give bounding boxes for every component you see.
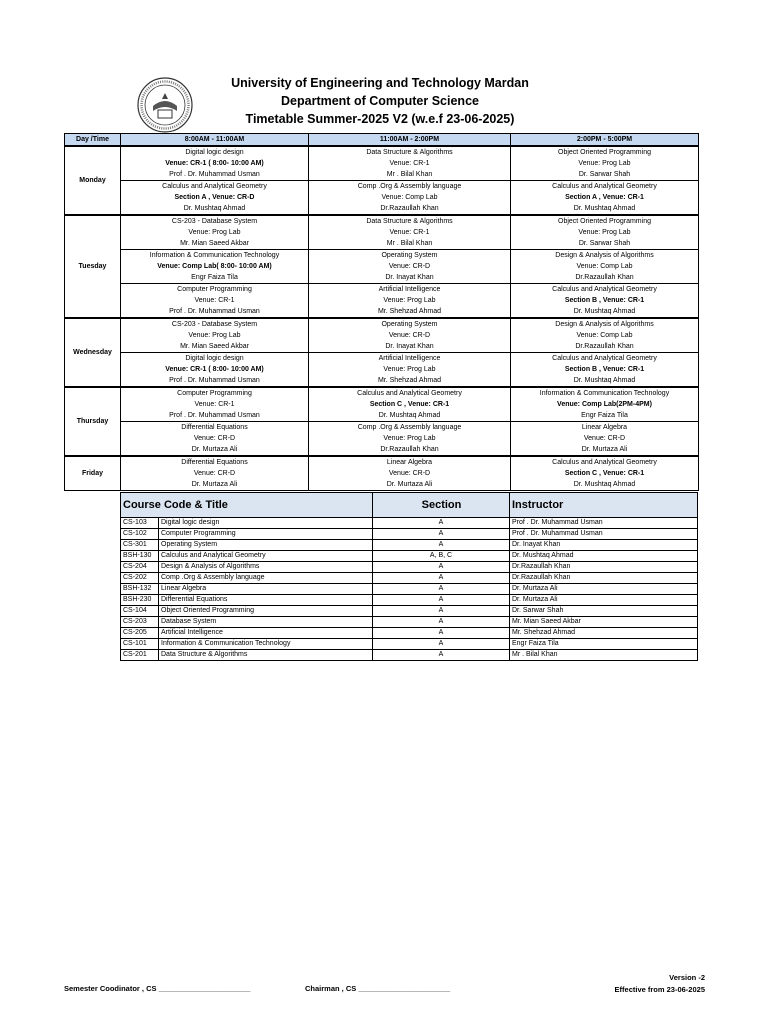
venue: Section A , Venue: CR-D <box>174 194 255 201</box>
header-slot-3: 2:00PM - 5:00PM <box>511 134 699 147</box>
course-row <box>121 584 698 595</box>
class-slot <box>511 215 699 250</box>
course-name: Data Structure & Algorithms <box>366 149 453 156</box>
class-slot <box>511 387 699 422</box>
venue: Venue: CR-1 ( 8:00- 10:00 AM) <box>165 366 264 373</box>
instructor-name: Prof . Dr. Muhammad Usman <box>169 377 260 384</box>
version-label: Version -2 <box>669 973 705 982</box>
course-title: Comp .Org & Assembly language <box>159 573 373 584</box>
course-name: Calculus and Analytical Geometry <box>357 390 462 397</box>
course-name: Digital logic design <box>185 355 244 362</box>
class-slot <box>121 146 309 181</box>
venue: Section C , Venue: CR-1 <box>564 470 645 477</box>
venue: Venue: CR-1 <box>389 229 430 236</box>
coordinator-signature: Semester Coodinator , CS ______________________ <box>64 984 251 993</box>
instructor-name: Dr.Razaullah Khan <box>575 343 634 350</box>
timetable-row <box>65 146 699 181</box>
course-instructor: Dr. Sarwar Shah <box>510 606 698 617</box>
course-name: Comp .Org & Assembly language <box>357 424 462 431</box>
instructor-name: Mr. Shehzad Ahmad <box>377 308 442 315</box>
class-slot <box>309 456 511 491</box>
course-section: A <box>373 617 510 628</box>
instructor-name: Dr.Razaullah Khan <box>380 446 439 453</box>
course-name: Differential Equations <box>181 424 248 431</box>
class-slot <box>121 181 309 216</box>
class-slot <box>511 146 699 181</box>
course-name: Design & Analysis of Algorithms <box>555 321 654 328</box>
timetable-row <box>65 284 699 319</box>
course-section: A <box>373 639 510 650</box>
class-slot <box>121 422 309 457</box>
course-code: BSH-132 <box>121 584 159 595</box>
instructor-name: Dr. Mushtaq Ahmad <box>378 412 441 419</box>
instructor-name: Dr. Mushtaq Ahmad <box>183 205 246 212</box>
day-group-wednesday <box>65 318 699 387</box>
day-label: Friday <box>65 456 121 491</box>
course-name: Calculus and Analytical Geometry <box>162 183 267 190</box>
course-code: CS-301 <box>121 540 159 551</box>
timetable-row <box>65 456 699 491</box>
course-code: CS-104 <box>121 606 159 617</box>
course-section: A <box>373 584 510 595</box>
instructor-name: Dr.Razaullah Khan <box>380 205 439 212</box>
course-instructor: Mr. Shehzad Ahmad <box>510 628 698 639</box>
course-name: Calculus and Analytical Geometry <box>552 459 657 466</box>
course-row <box>121 551 698 562</box>
course-title: Calculus and Analytical Geometry <box>159 551 373 562</box>
venue: Venue: CR-D <box>388 332 431 339</box>
instructor-name: Engr Faiza Tila <box>191 274 238 281</box>
course-name: Information & Communication Technology <box>149 252 280 259</box>
course-section: A <box>373 529 510 540</box>
class-slot <box>121 456 309 491</box>
day-label: Tuesday <box>65 215 121 318</box>
course-code: CS-103 <box>121 518 159 529</box>
course-code: CS-101 <box>121 639 159 650</box>
course-name: Linear Algebra <box>581 424 628 431</box>
university-name: University of Engineering and Technology Mardan <box>231 76 529 90</box>
class-slot <box>511 181 699 216</box>
course-instructor: Dr.Razaullah Khan <box>510 573 698 584</box>
day-label: Wednesday <box>65 318 121 387</box>
instructor-name: Dr. Mushtaq Ahmad <box>573 205 636 212</box>
instructor-name: Mr. Mian Saeed Akbar <box>180 343 249 350</box>
venue: Venue: Prog Lab <box>383 297 436 304</box>
course-name: Object Oriented Programming <box>558 149 651 156</box>
course-instructor: Mr . Bilal Khan <box>510 650 698 661</box>
venue: Venue: CR-1 <box>194 401 235 408</box>
class-slot <box>121 250 309 284</box>
instructor-name: Dr. Mushtaq Ahmad <box>573 481 636 488</box>
instructor-name: Dr. Mushtaq Ahmad <box>573 377 636 384</box>
course-row <box>121 628 698 639</box>
course-title: Artificial Intelligence <box>159 628 373 639</box>
class-slot <box>309 215 511 250</box>
course-code: CS-102 <box>121 529 159 540</box>
course-name: Artificial Intelligence <box>378 355 441 362</box>
header-slot-2: 11:00AM - 2:00PM <box>309 134 511 147</box>
course-name: Linear Algebra <box>386 459 433 466</box>
day-group-friday <box>65 456 699 491</box>
venue: Section C , Venue: CR-1 <box>369 401 450 408</box>
course-instructor: Dr.Razaullah Khan <box>510 562 698 573</box>
course-name: Operating System <box>381 321 438 328</box>
class-slot <box>309 387 511 422</box>
instructor-name: Dr. Murtaza Ali <box>581 446 628 453</box>
department-name: Department of Computer Science <box>281 94 479 108</box>
course-instructor: Mr. Mian Saeed Akbar <box>510 617 698 628</box>
venue: Venue: Comp Lab <box>576 332 633 339</box>
class-slot <box>121 284 309 319</box>
class-slot <box>511 318 699 353</box>
instructor-name: Dr. Sarwar Shah <box>578 171 631 178</box>
course-name: Digital logic design <box>185 149 244 156</box>
class-slot <box>121 387 309 422</box>
course-code: CS-205 <box>121 628 159 639</box>
course-name: Calculus and Analytical Geometry <box>552 286 657 293</box>
instructor-name: Dr.Razaullah Khan <box>575 274 634 281</box>
course-name: Comp .Org & Assembly language <box>357 183 462 190</box>
course-name: Calculus and Analytical Geometry <box>552 183 657 190</box>
timetable-row <box>65 422 699 457</box>
instructor-name: Dr. Murtaza Ali <box>386 481 433 488</box>
course-table <box>120 492 698 661</box>
class-slot <box>511 422 699 457</box>
course-row <box>121 529 698 540</box>
course-row <box>121 606 698 617</box>
venue: Venue: CR-1 ( 8:00- 10:00 AM) <box>165 160 264 167</box>
course-row <box>121 639 698 650</box>
venue: Venue: Prog Lab <box>383 435 436 442</box>
course-section: A <box>373 595 510 606</box>
course-instructor: Prof . Dr. Muhammad Usman <box>510 529 698 540</box>
course-instructor: Dr. Murtaza Ali <box>510 595 698 606</box>
timetable-row <box>65 250 699 284</box>
timetable-row <box>65 215 699 250</box>
course-title: Information & Communication Technology <box>159 639 373 650</box>
course-section: A <box>373 573 510 584</box>
course-code: CS-203 <box>121 617 159 628</box>
class-slot <box>309 353 511 388</box>
course-name: Computer Programming <box>177 390 252 397</box>
chairman-signature: Chairman , CS ______________________ <box>305 984 451 993</box>
course-title: Object Oriented Programming <box>159 606 373 617</box>
venue: Venue: Prog Lab <box>578 160 631 167</box>
header-slot-1: 8:00AM - 11:00AM <box>121 134 309 147</box>
course-title: Differential Equations <box>159 595 373 606</box>
course-section: A <box>373 562 510 573</box>
course-section: A <box>373 606 510 617</box>
course-instructor: Prof . Dr. Muhammad Usman <box>510 518 698 529</box>
course-name: Artificial Intelligence <box>378 286 441 293</box>
timetable-row <box>65 318 699 353</box>
class-slot <box>511 250 699 284</box>
day-label: Thursday <box>65 387 121 456</box>
venue: Venue: CR-D <box>193 470 236 477</box>
course-row <box>121 573 698 584</box>
venue: Venue: Comp Lab(2PM-4PM) <box>557 401 652 408</box>
class-slot <box>121 215 309 250</box>
instructor-header: Instructor <box>510 493 698 518</box>
venue: Venue: CR-1 <box>194 297 235 304</box>
timetable-row <box>65 181 699 216</box>
course-title: Data Structure & Algorithms <box>159 650 373 661</box>
instructor-name: Mr. Mian Saeed Akbar <box>180 240 249 247</box>
instructor-name: Prof . Dr. Muhammad Usman <box>169 308 260 315</box>
instructor-name: Engr Faiza Tila <box>581 412 628 419</box>
course-row <box>121 650 698 661</box>
venue: Venue: Comp Lab <box>381 194 438 201</box>
venue: Section B , Venue: CR-1 <box>564 297 645 304</box>
course-row <box>121 562 698 573</box>
class-slot <box>511 353 699 388</box>
course-section: A, B, C <box>373 551 510 562</box>
class-slot <box>121 318 309 353</box>
course-code: CS-202 <box>121 573 159 584</box>
course-name: Calculus and Analytical Geometry <box>552 355 657 362</box>
instructor-name: Dr. Mushtaq Ahmad <box>573 308 636 315</box>
course-title: Digital logic design <box>159 518 373 529</box>
course-name: Object Oriented Programming <box>558 218 651 225</box>
class-slot <box>309 146 511 181</box>
venue: Venue: CR-D <box>388 470 431 477</box>
instructor-name: Mr . Bilal Khan <box>386 240 433 247</box>
instructor-name: Mr . Bilal Khan <box>386 171 433 178</box>
class-slot <box>309 250 511 284</box>
course-code: BSH-230 <box>121 595 159 606</box>
day-label: Monday <box>65 146 121 215</box>
timetable <box>64 133 699 491</box>
day-group-thursday <box>65 387 699 456</box>
course-instructor: Engr Faiza Tila <box>510 639 698 650</box>
timetable-title: Timetable Summer-2025 V2 (w.e.f 23-06-2025) <box>245 112 515 126</box>
day-group-monday <box>65 146 699 215</box>
course-name: Information & Communication Technology <box>539 390 670 397</box>
course-name: Computer Programming <box>177 286 252 293</box>
course-code: CS-204 <box>121 562 159 573</box>
class-slot <box>511 456 699 491</box>
day-group-tuesday <box>65 215 699 318</box>
instructor-name: Dr. Murtaza Ali <box>191 446 238 453</box>
header-day-time: Day /Time <box>65 134 121 147</box>
course-section: A <box>373 650 510 661</box>
class-slot <box>309 181 511 216</box>
venue: Venue: Comp Lab <box>576 263 633 270</box>
timetable-row <box>65 353 699 388</box>
venue: Venue: Prog Lab <box>383 366 436 373</box>
course-name: Operating System <box>381 252 438 259</box>
course-title: Operating System <box>159 540 373 551</box>
university-logo <box>136 76 194 134</box>
venue: Section B , Venue: CR-1 <box>564 366 645 373</box>
course-title: Database System <box>159 617 373 628</box>
instructor-name: Prof . Dr. Muhammad Usman <box>169 412 260 419</box>
course-row <box>121 540 698 551</box>
venue: Venue: Prog Lab <box>578 229 631 236</box>
venue: Section A , Venue: CR-1 <box>565 194 644 201</box>
venue: Venue: CR-D <box>388 263 431 270</box>
timetable-header-row <box>65 134 699 147</box>
instructor-name: Mr. Shehzad Ahmad <box>377 377 442 384</box>
course-header-row <box>121 493 698 518</box>
class-slot <box>309 318 511 353</box>
course-code-title-header: Course Code & Title <box>121 493 373 518</box>
venue: Venue: Comp Lab( 8:00- 10:00 AM) <box>157 263 272 270</box>
course-instructor: Dr. Mushtaq Ahmad <box>510 551 698 562</box>
instructor-name: Dr. Sarwar Shah <box>578 240 631 247</box>
course-section: A <box>373 518 510 529</box>
venue: Venue: CR-D <box>583 435 626 442</box>
section-header: Section <box>373 493 510 518</box>
course-instructor: Dr. Inayat Khan <box>510 540 698 551</box>
class-slot <box>511 284 699 319</box>
class-slot <box>309 284 511 319</box>
course-code: CS-201 <box>121 650 159 661</box>
class-slot <box>309 422 511 457</box>
course-name: Design & Analysis of Algorithms <box>555 252 654 259</box>
course-row <box>121 617 698 628</box>
course-section: A <box>373 540 510 551</box>
course-name: Differential Equations <box>181 459 248 466</box>
course-title: Design & Analysis of Algorithms <box>159 562 373 573</box>
course-title: Computer Programming <box>159 529 373 540</box>
course-section: A <box>373 628 510 639</box>
course-code: BSH-130 <box>121 551 159 562</box>
course-name: Data Structure & Algorithms <box>366 218 453 225</box>
venue: Venue: CR-1 <box>389 160 430 167</box>
effective-date: Effective from 23-06-2025 <box>614 985 705 994</box>
course-row <box>121 595 698 606</box>
course-title: Linear Algebra <box>159 584 373 595</box>
course-name: CS-203 - Database System <box>171 218 258 225</box>
class-slot <box>121 353 309 388</box>
instructor-name: Prof . Dr. Muhammad Usman <box>169 171 260 178</box>
course-row <box>121 518 698 529</box>
venue: Venue: Prog Lab <box>188 229 241 236</box>
course-name: CS-203 - Database System <box>171 321 258 328</box>
instructor-name: Dr. Murtaza Ali <box>191 481 238 488</box>
timetable-row <box>65 387 699 422</box>
venue: Venue: CR-D <box>193 435 236 442</box>
instructor-name: Dr. Inayat Khan <box>385 343 434 350</box>
venue: Venue: Prog Lab <box>188 332 241 339</box>
instructor-name: Dr. Inayat Khan <box>385 274 434 281</box>
course-instructor: Dr. Murtaza Ali <box>510 584 698 595</box>
